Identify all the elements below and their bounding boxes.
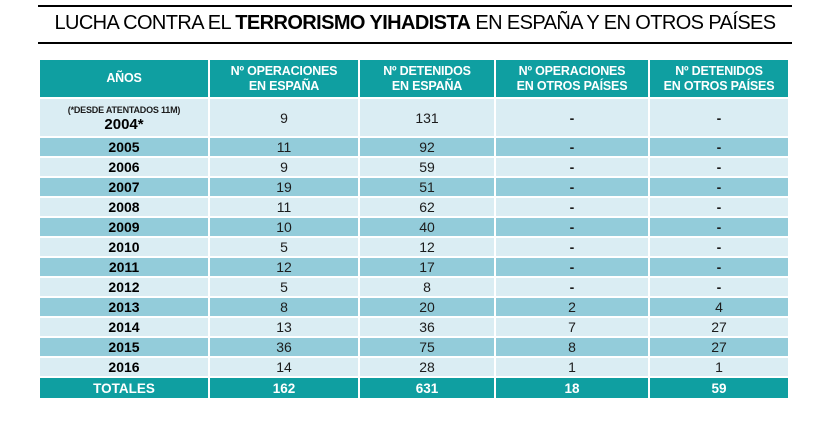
title-part3: EN ESPAÑA Y EN OTROS PAÍSES [475, 12, 776, 34]
operations-other-cell: 2 [496, 298, 648, 316]
col-header-text: AÑOS [106, 71, 142, 85]
detainees-other-cell: - [650, 178, 788, 196]
title-box [38, 5, 792, 44]
operations-spain-cell: 11 [210, 198, 358, 216]
table-row [40, 99, 788, 136]
detainees-spain-cell: 62 [360, 198, 494, 216]
detainees-spain-cell: 92 [360, 138, 494, 156]
operations-spain-cell: 5 [210, 278, 358, 296]
detainees-other-cell: - [650, 238, 788, 256]
detainees-spain-cell: 12 [360, 238, 494, 256]
detainees-spain-cell: 8 [360, 278, 494, 296]
totals-row [40, 378, 788, 398]
col-header-anos [40, 60, 208, 97]
operations-spain-cell: 13 [210, 318, 358, 336]
detainees-other-cell: - [650, 218, 788, 236]
year-cell: 2008 [40, 198, 208, 216]
year-cell [40, 99, 208, 136]
detainees-other-cell: - [650, 258, 788, 276]
detainees-other-cell: - [650, 138, 788, 156]
col-header-line1: Nº DETENIDOS [383, 63, 471, 78]
year-cell: 2011 [40, 258, 208, 276]
operations-spain-cell: 8 [210, 298, 358, 316]
detainees-other-cell: 1 [650, 358, 788, 376]
operations-other-cell: - [496, 218, 648, 236]
detainees-other-cell: - [650, 99, 788, 136]
operations-spain-cell: 9 [210, 158, 358, 176]
totals-detainees-other: 59 [650, 378, 788, 398]
col-header-line1: Nº OPERACIONES [230, 63, 338, 78]
table-row [40, 358, 788, 376]
detainees-spain-cell: 59 [360, 158, 494, 176]
operations-other-cell: - [496, 238, 648, 256]
table-row [40, 278, 788, 296]
detainees-other-cell: - [650, 278, 788, 296]
table-row [40, 158, 788, 176]
year-cell: 2015 [40, 338, 208, 356]
operations-other-cell: - [496, 278, 648, 296]
detainees-spain-cell: 36 [360, 318, 494, 336]
table-row [40, 298, 788, 316]
detainees-other-cell: 4 [650, 298, 788, 316]
detainees-spain-cell: 28 [360, 358, 494, 376]
col-header-line2: EN OTROS PAÍSES [663, 78, 775, 93]
operations-other-cell: - [496, 178, 648, 196]
year-cell: 2010 [40, 238, 208, 256]
col-header-detenidos-otros [650, 60, 788, 97]
detainees-spain-cell: 17 [360, 258, 494, 276]
table-row [40, 218, 788, 236]
operations-spain-cell: 36 [210, 338, 358, 356]
year-cell: 2013 [40, 298, 208, 316]
year-cell: 2009 [40, 218, 208, 236]
operations-other-cell: - [496, 99, 648, 136]
year-cell: 2006 [40, 158, 208, 176]
operations-spain-cell: 14 [210, 358, 358, 376]
detainees-spain-cell: 20 [360, 298, 494, 316]
year-cell: 2007 [40, 178, 208, 196]
detainees-spain-cell: 75 [360, 338, 494, 356]
page-title [38, 12, 792, 35]
year-cell: 2014 [40, 318, 208, 336]
year-cell: 2012 [40, 278, 208, 296]
table-row [40, 138, 788, 156]
operations-spain-cell: 12 [210, 258, 358, 276]
totals-label: TOTALES [40, 378, 208, 398]
title-part2-bold: TERRORISMO YIHADISTA [235, 12, 471, 34]
totals-operations-spain: 162 [210, 378, 358, 398]
col-header-line1: Nº OPERACIONES [518, 63, 626, 78]
table-row [40, 258, 788, 276]
header-row [40, 60, 788, 97]
operations-spain-cell: 19 [210, 178, 358, 196]
col-header-operaciones-espana [210, 60, 358, 97]
detainees-spain-cell: 131 [360, 99, 494, 136]
table-row [40, 198, 788, 216]
detainees-other-cell: 27 [650, 338, 788, 356]
year-label: 2004* [104, 115, 144, 133]
operations-other-cell: - [496, 198, 648, 216]
operations-other-cell: 8 [496, 338, 648, 356]
col-header-operaciones-otros [496, 60, 648, 97]
totals-operations-other: 18 [496, 378, 648, 398]
detainees-spain-cell: 40 [360, 218, 494, 236]
year-cell: 2005 [40, 138, 208, 156]
operations-other-cell: - [496, 158, 648, 176]
operations-spain-cell: 9 [210, 99, 358, 136]
col-header-line2: EN OTROS PAÍSES [516, 78, 628, 93]
operations-other-cell: 1 [496, 358, 648, 376]
col-header-line2: EN ESPAÑA [248, 78, 320, 93]
operations-other-cell: - [496, 258, 648, 276]
title-part1: LUCHA CONTRA EL [54, 12, 231, 34]
col-header-line2: EN ESPAÑA [391, 78, 463, 93]
operations-spain-cell: 11 [210, 138, 358, 156]
table-row [40, 238, 788, 256]
detainees-other-cell: - [650, 158, 788, 176]
operations-other-cell: 7 [496, 318, 648, 336]
row-note: (*DESDE ATENTADOS 11M) [67, 104, 181, 115]
year-cell: 2016 [40, 358, 208, 376]
table-row [40, 338, 788, 356]
detainees-other-cell: 27 [650, 318, 788, 336]
totals-detainees-spain: 631 [360, 378, 494, 398]
operations-spain-cell: 5 [210, 238, 358, 256]
col-header-line1: Nº DETENIDOS [675, 63, 763, 78]
operations-spain-cell: 10 [210, 218, 358, 236]
detainees-spain-cell: 51 [360, 178, 494, 196]
table-row [40, 178, 788, 196]
terrorism-stats-table [38, 58, 790, 400]
col-header-detenidos-espana [360, 60, 494, 97]
detainees-other-cell: - [650, 198, 788, 216]
table-row [40, 318, 788, 336]
operations-other-cell: - [496, 138, 648, 156]
